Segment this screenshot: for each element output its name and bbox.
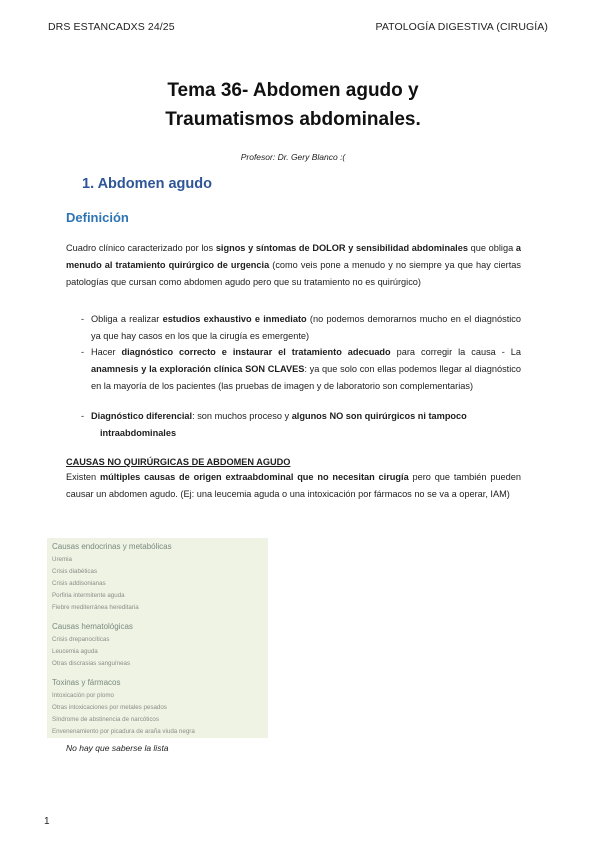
table-item: Crisis addisonianas: [52, 580, 106, 587]
header-course: DRS ESTANCADXS 24/25: [48, 21, 175, 33]
bullet-dash: -: [81, 347, 85, 357]
table-item: Leucemia aguda: [52, 648, 98, 655]
table-item: Fiebre mediterránea hereditaria: [52, 604, 139, 611]
table-section-toxins: Toxinas y fármacos: [52, 678, 121, 687]
table-item: Otras discrasias sanguíneas: [52, 660, 131, 667]
subheading-definicion: Definición: [66, 210, 129, 225]
table-item: Intoxicación por plomo: [52, 692, 114, 699]
table-item: Síndrome de abstinencia de narcóticos: [52, 716, 159, 723]
table-item: Porfiria intermitente aguda: [52, 592, 125, 599]
table-section-endocrine: Causas endocrinas y metabólicas: [52, 542, 172, 551]
page-title-line-1: Tema 36- Abdomen agudo y: [167, 80, 419, 101]
causes-heading: CAUSAS NO QUIRÚRGICAS DE ABDOMEN AGUDO: [66, 457, 291, 467]
causes-paragraph: Existen múltiples causas de origen extraabdominal que no necesitan cirugía pero que también pueden causar un abdomen agudo. (Ej: una leucemia aguda o una intoxicación por fármacos no se va a operar, IAM): [66, 472, 521, 499]
bullet-dash: -: [81, 411, 85, 421]
definition-paragraph: Cuadro clínico caracterizado por los signos y síntomas de DOLOR y sensibilidad abdominales que obliga a menudo al tratamiento quirúrgico de urgencia (como veis pone a menudo y no siempre ya que hay ciertas patologías que cursan como abdomen agudo pero que su tratamiento no es quirúrgico): [66, 243, 522, 287]
bullet-diagnostico: - Hacer diagnóstico correcto e instaurar el tratamiento adecuado para corregir la causa - La anamnesis y la exploración clínica SON CLAVES: ya que solo con ellas podemos llegar al diagnóstico en la mayoría de los pacientes (las pruebas de imagen y de laboratorio son complementarias): [81, 344, 521, 394]
table-section-hematologic: Causas hematológicas: [52, 622, 133, 631]
table-item: Crisis diabéticas: [52, 568, 98, 575]
bullet-dash: -: [81, 314, 85, 324]
table-item: Envenenamiento por picadura de araña viuda negra: [52, 728, 195, 735]
page-title-line-2: Traumatismos abdominales.: [165, 109, 421, 130]
section-heading-abdomen-agudo: 1. Abdomen agudo: [82, 176, 212, 192]
table-item: Crisis drepanocíticas: [52, 636, 110, 643]
causes-table-image: [47, 538, 268, 738]
table-item: Otras intoxicaciones por metales pesados: [52, 704, 167, 711]
page-number: 1: [44, 816, 50, 827]
bullet-diagnostico-diferencial: - Diagnóstico diferencial: son muchos proceso y algunos NO son quirúrgicos ni tampoco intraabdominales: [81, 408, 521, 442]
table-note: No hay que saberse la lista: [66, 743, 169, 753]
professor-line: Profesor: Dr. Gery Blanco :(: [240, 152, 346, 162]
header-subject: PATOLOGÍA DIGESTIVA (CIRUGÍA): [375, 21, 548, 33]
bullet-estudios: - Obliga a realizar estudios exhaustivo e inmediato (no podemos demorarnos mucho en el diagnóstico ya que hay casos en los que la cirugía es emergente): [81, 311, 521, 345]
table-item: Uremia: [52, 556, 72, 563]
